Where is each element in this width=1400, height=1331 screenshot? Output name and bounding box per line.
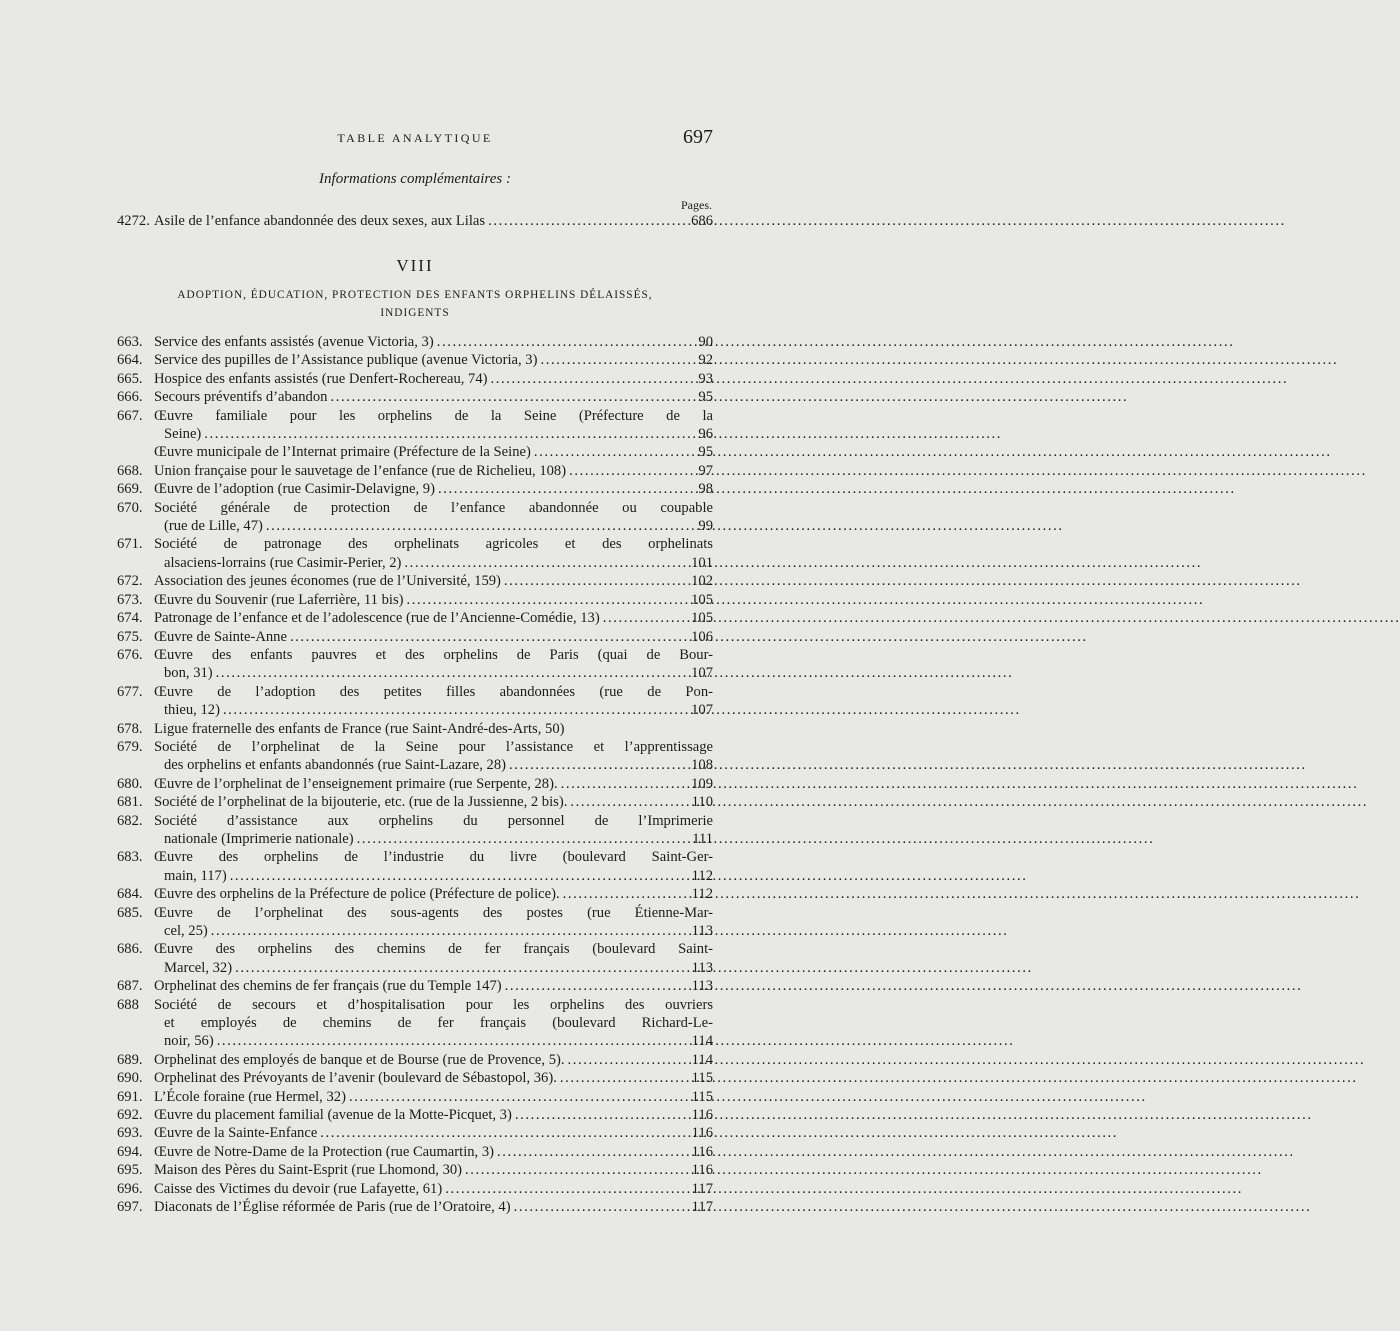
dot-leader — [506, 756, 691, 774]
entry-line — [117, 1124, 713, 1142]
entry-text: Marcel, 32) — [164, 959, 233, 976]
entry-line — [117, 1051, 713, 1069]
entry-text: Œuvre de l’orphelinat des sous-agents des postes (rue Étienne-Mar- — [154, 904, 713, 921]
entry-text: Service des pupilles de l’Assistance publique (avenue Victoria, 3) — [154, 352, 538, 369]
entry-page-number: 105 — [691, 610, 713, 627]
entry-text: Patronage de l’enfance et de l’adolescence (rue de l’Ancienne-Comédie, 13) — [154, 610, 600, 627]
entry-page-number: 112 — [691, 867, 713, 884]
complementary-entry-list — [117, 212, 713, 230]
entry-line — [117, 407, 713, 425]
dot-leader — [557, 1069, 691, 1087]
index-entry — [117, 793, 713, 811]
running-title: TABLE ANALYTIQUE — [337, 131, 493, 145]
index-entry — [117, 1069, 713, 1087]
entry-number: 696. — [117, 1180, 143, 1197]
index-entry — [117, 1124, 713, 1142]
entry-page-number: 115 — [691, 1088, 713, 1105]
index-entry — [117, 407, 713, 444]
entry-text: Société de l’orphelinat de la bijouterie, etc. (rue de la Jussienne, 2 bis). — [154, 794, 568, 811]
entry-line — [117, 212, 713, 230]
entry-text: Œuvre de l’adoption (rue Casimir-Delavigne, 9) — [154, 481, 435, 498]
entry-line — [117, 517, 713, 535]
index-entry — [117, 1180, 713, 1198]
entry-number: 688 — [117, 996, 139, 1013]
entry-number: 687. — [117, 978, 143, 995]
entry-line — [117, 1069, 713, 1087]
entry-text: Orphelinat des Prévoyants de l’avenir (boulevard de Sébastopol, 36). — [154, 1070, 557, 1087]
entry-page-number: 95 — [698, 444, 713, 461]
entry-number: 673. — [117, 591, 143, 608]
entry-text: noir, 56) — [164, 1033, 214, 1050]
entry-page-number: 113 — [691, 978, 713, 995]
entry-text: Maison des Pères du Saint-Esprit (rue Lhomond, 30) — [154, 1162, 463, 1179]
index-entry — [117, 904, 713, 941]
entry-line — [117, 996, 713, 1014]
dot-leader — [346, 1088, 691, 1106]
index-entry — [117, 1088, 713, 1106]
entry-page-number: 115 — [691, 1070, 713, 1087]
entry-page-number: 116 — [691, 1125, 713, 1142]
entry-line — [117, 664, 713, 682]
entry-number: 676. — [117, 646, 143, 663]
index-entry — [117, 351, 713, 369]
entry-line — [117, 940, 713, 958]
section-title-line: INDIGENTS — [380, 306, 450, 319]
entry-text: et employés de chemins de fer français (boulevard Richard-Le- — [164, 1015, 713, 1032]
entry-page-number: 113 — [691, 923, 713, 939]
entry-number: 670. — [117, 499, 143, 516]
index-entry — [117, 977, 713, 995]
entry-page-number: 116 — [691, 1143, 713, 1160]
index-entry — [117, 1161, 713, 1179]
dot-leader — [494, 1143, 691, 1161]
entry-text: Œuvre de l’adoption des petites filles abandonnées (rue de Pon- — [154, 683, 713, 700]
index-entry — [117, 848, 713, 885]
dot-leader — [220, 701, 691, 719]
entry-page-number: 106 — [691, 628, 713, 645]
entry-text: nationale (Imprimerie nationale) — [164, 830, 354, 847]
dot-leader — [232, 959, 691, 977]
dot-leader — [442, 1180, 691, 1198]
dot-leader — [287, 628, 691, 646]
dot-leader — [501, 572, 691, 590]
entry-number: 682. — [117, 812, 143, 829]
entry-line — [117, 1014, 713, 1032]
entry-text: Caisse des Victimes du devoir (rue Lafayette, 61) — [154, 1180, 443, 1197]
entry-line — [117, 499, 713, 517]
dot-leader — [558, 775, 691, 793]
index-entry — [117, 1143, 713, 1161]
entry-page-number: 108 — [691, 757, 713, 774]
index-entry — [117, 885, 713, 903]
dot-leader — [462, 1161, 691, 1179]
entry-page-number: 101 — [691, 554, 713, 571]
entry-number: 666. — [117, 389, 143, 406]
dot-leader — [488, 370, 691, 388]
dot-leader — [511, 1198, 691, 1216]
dot-leader — [404, 591, 692, 609]
index-entry — [117, 499, 713, 536]
entry-number: 678. — [117, 720, 143, 737]
index-entry — [117, 1198, 713, 1216]
entry-text: Orphelinat des employés de banque et de Bourse (rue de Provence, 5). — [154, 1051, 565, 1068]
dot-leader — [401, 554, 691, 572]
entry-line — [117, 462, 713, 480]
index-entry — [117, 212, 713, 230]
entry-line — [117, 609, 713, 627]
entry-number: 4272. — [117, 213, 150, 229]
dot-leader — [567, 793, 691, 811]
entry-number: 686. — [117, 941, 143, 958]
dot-leader — [263, 517, 691, 535]
entry-line — [117, 848, 713, 866]
entry-number: 668. — [117, 462, 143, 479]
page-header — [117, 126, 713, 150]
entry-page-number: 109 — [691, 775, 713, 792]
entry-text: Société d’assistance aux orphelins du personnel de l’Imprimerie — [154, 812, 713, 829]
entry-number: 689. — [117, 1051, 143, 1068]
entry-text: Secours préventifs d’abandon — [154, 389, 328, 406]
index-entry — [117, 738, 713, 775]
index-entry — [117, 1106, 713, 1124]
dot-leader — [485, 212, 691, 230]
entry-number: 683. — [117, 849, 143, 866]
entry-number: 663. — [117, 334, 143, 350]
entry-line — [117, 388, 713, 406]
pages-label: Pages. — [681, 198, 712, 212]
entry-number: 685. — [117, 904, 143, 921]
entry-text: Société de l’orphelinat de la Seine pour l’assistance et l’apprentissage — [154, 738, 713, 755]
entry-number: 675. — [117, 628, 143, 645]
entry-number: 679. — [117, 738, 143, 755]
entry-page-number: 116 — [691, 1107, 713, 1124]
entry-page-number: 97 — [698, 462, 713, 479]
index-entry — [117, 996, 713, 1051]
dot-leader — [566, 462, 691, 480]
index-entry — [117, 535, 713, 572]
entry-number: 694. — [117, 1143, 143, 1160]
entry-line — [117, 959, 713, 977]
entry-page-number: 114 — [691, 1051, 713, 1068]
index-entry — [117, 646, 713, 683]
entry-text: main, 117) — [164, 867, 227, 884]
entry-text: Œuvre du placement familial (avenue de la Motte-Picquet, 3) — [154, 1107, 512, 1124]
entry-line — [117, 572, 713, 590]
entry-number: 672. — [117, 573, 143, 590]
entry-number: 697. — [117, 1199, 143, 1216]
entry-text: L’École foraine (rue Hermel, 32) — [154, 1088, 346, 1105]
entry-page-number: 686 — [691, 213, 713, 229]
entry-page-number: 114 — [691, 1033, 713, 1050]
index-entry — [117, 443, 713, 461]
dot-leader — [201, 425, 691, 443]
index-entry-list — [117, 333, 713, 1217]
entry-line — [117, 904, 713, 922]
entry-text: Union française pour le sauvetage de l’enfance (rue de Richelieu, 108) — [154, 462, 567, 479]
dot-leader — [213, 664, 691, 682]
entry-line — [117, 1032, 713, 1050]
dot-leader — [434, 333, 691, 351]
entry-line — [117, 370, 713, 388]
entry-line — [117, 591, 713, 609]
entry-line — [117, 480, 713, 498]
entry-line — [117, 1198, 713, 1216]
dot-leader — [600, 609, 691, 627]
entry-number: 667. — [117, 407, 143, 424]
entry-page-number: 111 — [692, 830, 713, 847]
entry-line — [117, 351, 713, 369]
dot-leader — [560, 885, 691, 903]
entry-number: 665. — [117, 370, 143, 387]
entry-line — [117, 1088, 713, 1106]
dot-leader — [531, 443, 691, 461]
index-entry — [117, 812, 713, 849]
entry-line — [117, 830, 713, 848]
entry-line — [117, 756, 713, 774]
entry-text: Société de secours et d’hospitalisation pour les orphelins des ouvriers — [154, 996, 713, 1013]
complementary-title: Informations complémentaires : — [319, 171, 511, 187]
entry-line — [117, 683, 713, 701]
dot-leader — [327, 388, 691, 406]
index-entry — [117, 940, 713, 977]
entry-text: des orphelins et enfants abandonnés (rue Saint-Lazare, 28) — [164, 757, 507, 774]
index-entry — [117, 775, 713, 793]
entry-text: Service des enfants assistés (avenue Victoria, 3) — [154, 334, 434, 350]
entry-number: 680. — [117, 775, 143, 792]
dot-leader — [354, 830, 691, 848]
entry-page-number: 107 — [691, 702, 713, 719]
entry-number: 691. — [117, 1088, 143, 1105]
index-entry — [117, 628, 713, 646]
dot-leader — [227, 867, 691, 885]
entry-text: thieu, 12) — [164, 702, 220, 719]
entry-number: 664. — [117, 352, 143, 369]
entry-text: Œuvre des orphelins de la Préfecture de police (Préfecture de police). — [154, 886, 560, 903]
entry-line — [117, 885, 713, 903]
entry-number: 684. — [117, 886, 143, 903]
entry-line — [117, 1106, 713, 1124]
index-entry — [117, 720, 713, 738]
entry-number: 671. — [117, 536, 143, 553]
entry-page-number: 96 — [698, 426, 713, 443]
entry-line — [117, 333, 713, 351]
entry-text: cel, 25) — [164, 923, 208, 939]
entry-number: 681. — [117, 794, 143, 811]
entry-line — [117, 535, 713, 553]
entry-text: Diaconats de l’Église réformée de Paris (rue de l’Oratoire, 4) — [154, 1199, 511, 1216]
entry-line — [117, 554, 713, 572]
index-entry — [117, 333, 713, 351]
entry-text: Seine) — [164, 426, 202, 443]
entry-number: 674. — [117, 610, 143, 627]
entry-page-number: 107 — [691, 665, 713, 682]
entry-line — [117, 443, 713, 461]
dot-leader — [537, 351, 691, 369]
entry-line — [117, 1180, 713, 1198]
entry-text: Œuvre familiale pour les orphelins de la Seine (Préfecture de la — [154, 407, 713, 424]
entry-page-number: 102 — [691, 573, 713, 590]
entry-page-number: 116 — [691, 1162, 713, 1179]
entry-line — [117, 425, 713, 443]
entry-line — [117, 867, 713, 885]
entry-line — [117, 922, 713, 940]
entry-text: Œuvre de Sainte-Anne — [154, 628, 287, 645]
entry-line — [117, 812, 713, 830]
entry-page-number: 95 — [698, 389, 713, 406]
entry-number: 695. — [117, 1162, 143, 1179]
index-entry — [117, 480, 713, 498]
dot-leader — [435, 480, 691, 498]
entry-text: alsaciens-lorrains (rue Casimir-Perier, 2) — [164, 554, 402, 571]
entry-text: Hospice des enfants assistés (rue Denfert-Rochereau, 74) — [154, 370, 488, 387]
entry-page-number: 98 — [698, 481, 713, 498]
entry-text: Œuvre des enfants pauvres et des orphelins de Paris (quai de Bour- — [154, 646, 713, 663]
section-number: VIII — [396, 256, 434, 275]
index-entry — [117, 388, 713, 406]
entry-text: Œuvre des orphelins de l’industrie du livre (boulevard Saint-Ger- — [154, 849, 713, 866]
entry-line — [117, 977, 713, 995]
dot-leader — [214, 1032, 691, 1050]
entry-text: (rue de Lille, 47) — [164, 518, 263, 535]
entry-line — [117, 793, 713, 811]
entry-page-number: 99 — [698, 518, 713, 535]
entry-text: Œuvre de la Sainte-Enfance — [154, 1125, 318, 1142]
entry-line — [117, 775, 713, 793]
entry-number: 669. — [117, 481, 143, 498]
entry-text: bon, 31) — [164, 665, 213, 682]
section-title — [117, 287, 713, 322]
entry-text: Société générale de protection de l’enfance abandonnée ou coupable — [154, 499, 713, 516]
entry-number: 690. — [117, 1070, 143, 1087]
index-entry — [117, 591, 713, 609]
entry-text: Société de patronage des orphelinats agricoles et des orphelinats — [154, 536, 713, 553]
entry-page-number: 92 — [698, 352, 713, 369]
index-entry — [117, 1051, 713, 1069]
dot-leader — [512, 1106, 691, 1124]
entry-text: Asile de l’enfance abandonnée des deux sexes, aux Lilas — [154, 213, 486, 229]
page-number: 697 — [683, 126, 713, 148]
index-entry — [117, 609, 713, 627]
entry-text: Association des jeunes économes (rue de l’Université, 159) — [154, 573, 501, 590]
entry-page-number: 90 — [698, 334, 713, 350]
entry-line — [117, 646, 713, 664]
dot-leader — [208, 922, 691, 940]
entry-text: Ligue fraternelle des enfants de France (rue Saint-André-des-Arts, 50) — [154, 720, 565, 737]
entry-line — [117, 701, 713, 719]
entry-page-number: 110 — [691, 794, 713, 811]
entry-line — [117, 628, 713, 646]
entry-line — [117, 1161, 713, 1179]
entry-page-number: 105 — [691, 591, 713, 608]
entry-number: 677. — [117, 683, 143, 700]
dot-leader — [317, 1124, 691, 1142]
index-entry — [117, 683, 713, 720]
index-entry — [117, 462, 713, 480]
entry-line — [117, 720, 713, 738]
entry-text: Œuvre des orphelins des chemins de fer français (boulevard Saint- — [154, 941, 713, 958]
entry-page-number: 113 — [691, 959, 713, 976]
entry-text: Œuvre municipale de l’Internat primaire (Préfecture de la Seine) — [154, 444, 531, 461]
index-entry — [117, 370, 713, 388]
entry-page-number: 93 — [698, 370, 713, 387]
entry-page-number: 117 — [691, 1180, 713, 1197]
entry-text: Œuvre du Souvenir (rue Laferrière, 11 bis) — [154, 591, 404, 608]
index-entry — [117, 572, 713, 590]
dot-leader — [502, 977, 691, 995]
entry-page-number: 117 — [691, 1199, 713, 1216]
entry-number: 693. — [117, 1125, 143, 1142]
entry-text: Orphelinat des chemins de fer français (rue du Temple 147) — [154, 978, 502, 995]
entry-line — [117, 738, 713, 756]
entry-line — [117, 1143, 713, 1161]
entry-number: 692. — [117, 1107, 143, 1124]
dot-leader — [565, 1051, 691, 1069]
section-title-line: ADOPTION, ÉDUCATION, PROTECTION DES ENFANTS ORPHELINS DÉLAISSÉS, — [177, 289, 653, 301]
entry-page-number: 112 — [691, 886, 713, 903]
entry-text: Œuvre de l’orphelinat de l’enseignement primaire (rue Serpente, 28). — [154, 775, 558, 792]
entry-text: Œuvre de Notre-Dame de la Protection (rue Caumartin, 3) — [154, 1143, 494, 1160]
